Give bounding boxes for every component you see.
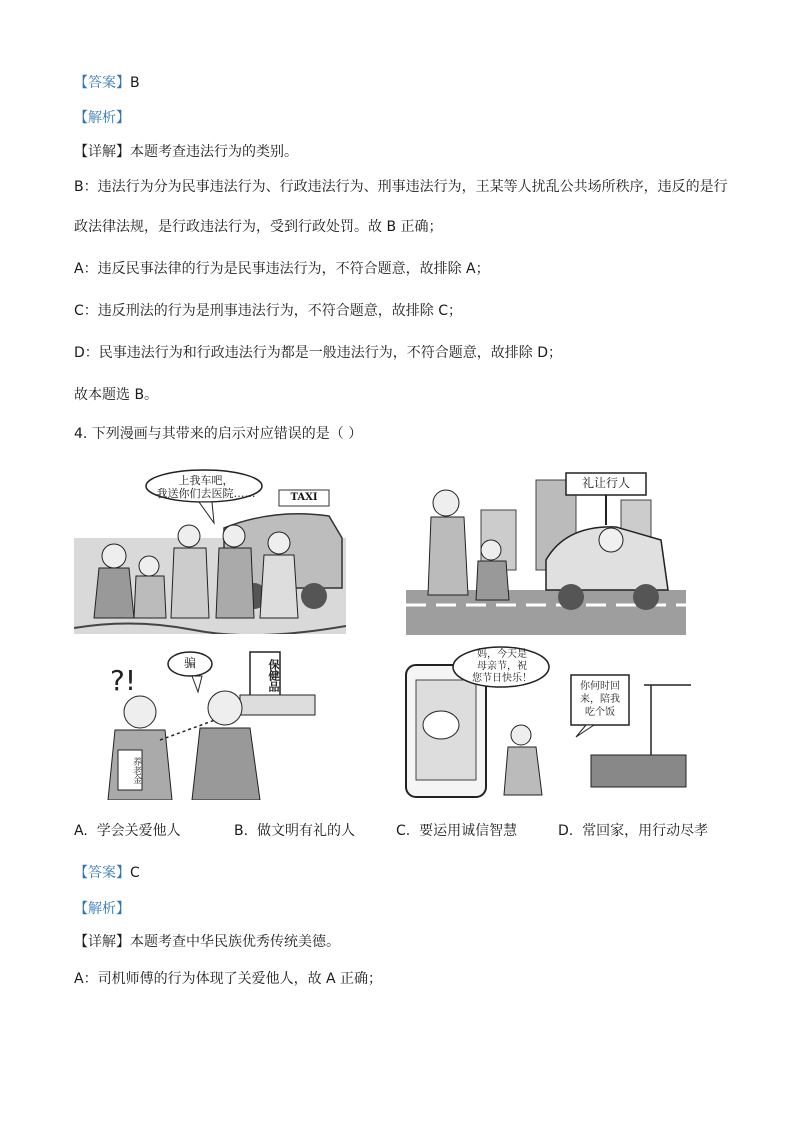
comic-taxi	[74, 468, 346, 634]
q3-answer-line	[74, 73, 140, 93]
comic-filial-phone-line-2: 母亲节，祝	[477, 661, 527, 672]
q4-detail: 【详解】本题考查中华民族优秀传统美德。	[74, 934, 340, 950]
comic-filial	[396, 645, 696, 800]
q3-line-b: B：违法行为分为民事违法行为、行政违法行为、刑事违法行为，王某等人扰乱公共场所秩序，违反的是行	[74, 179, 728, 195]
option-b-text: 做文明有礼的人	[256, 823, 355, 839]
comic-filial-phone-line-1: 妈，今天是	[477, 649, 527, 660]
comic-pedestrian-sign: 礼让行人	[581, 476, 630, 490]
q3-conclusion: 故本题选 B。	[74, 387, 159, 403]
option-d-text: 常回家，用行动尽孝	[582, 823, 709, 839]
q3-line-b-cont: 政法律法规，是行政违法行为，受到行政处罚。故 B 正确；	[74, 219, 443, 235]
option-d-letter: D.	[558, 823, 574, 839]
comic-pedestrian	[406, 465, 686, 635]
q3-line-a: A：违反民事法律的行为是民事违法行为，不符合题意，故排除 A；	[74, 261, 490, 277]
comic-taxi-bubble-line-2: 我送你们去医院……	[156, 487, 256, 500]
answer-value: B	[130, 75, 140, 91]
answer-tag: 【答案】	[74, 75, 130, 91]
comic-fraud-bag-label: 养老金	[131, 756, 141, 784]
comic-taxi-bubble-line-1: 上我车吧，	[178, 474, 234, 487]
option-d	[558, 821, 708, 841]
comic-pedestrian-drawing	[406, 465, 686, 635]
comic-filial-phone-line-3: 您节日快乐！	[472, 673, 532, 684]
svg-text:?!: ?!	[110, 664, 137, 697]
answer-value: C	[130, 865, 140, 881]
q4-analysis-tag: 【解析】	[74, 901, 130, 917]
option-a-text: 学会关爱他人	[96, 823, 181, 839]
q3-analysis-tag: 【解析】	[74, 110, 130, 126]
q4-question: 4. 下列漫画与其带来的启示对应错误的是（ ）	[74, 426, 363, 442]
option-b	[234, 821, 355, 841]
option-a	[74, 821, 181, 841]
option-c	[396, 821, 517, 841]
comic-filial-bubble-line-1: 你何时回	[580, 681, 620, 692]
comic-fraud-box-label: 保健品	[267, 658, 280, 692]
option-a-letter: A.	[74, 823, 88, 839]
q3-detail: 【详解】本题考查违法行为的类别。	[74, 144, 298, 160]
answer-tag: 【答案】	[74, 865, 130, 881]
comic-fraud-bubble: 骗	[183, 656, 196, 670]
q3-line-c: C：违反刑法的行为是刑事违法行为，不符合题意，故排除 C；	[74, 303, 462, 319]
comic-fraud	[100, 650, 325, 800]
comic-filial-bubble-line-3: 吃个饭	[585, 707, 615, 718]
option-c-text: 要运用诚信智慧	[419, 823, 518, 839]
q4-answer-line	[74, 863, 140, 883]
q3-line-d: D：民事违法行为和行政违法行为都是一般违法行为，不符合题意，故排除 D；	[74, 345, 563, 361]
option-c-letter: C.	[396, 823, 411, 839]
option-b-letter: B.	[234, 823, 249, 839]
comic-taxi-sign: TAXI	[290, 492, 318, 503]
comic-filial-bubble-line-2: 来，陪我	[580, 694, 620, 705]
q4-line-a: A：司机师傅的行为体现了关爱他人，故 A 正确；	[74, 971, 383, 987]
